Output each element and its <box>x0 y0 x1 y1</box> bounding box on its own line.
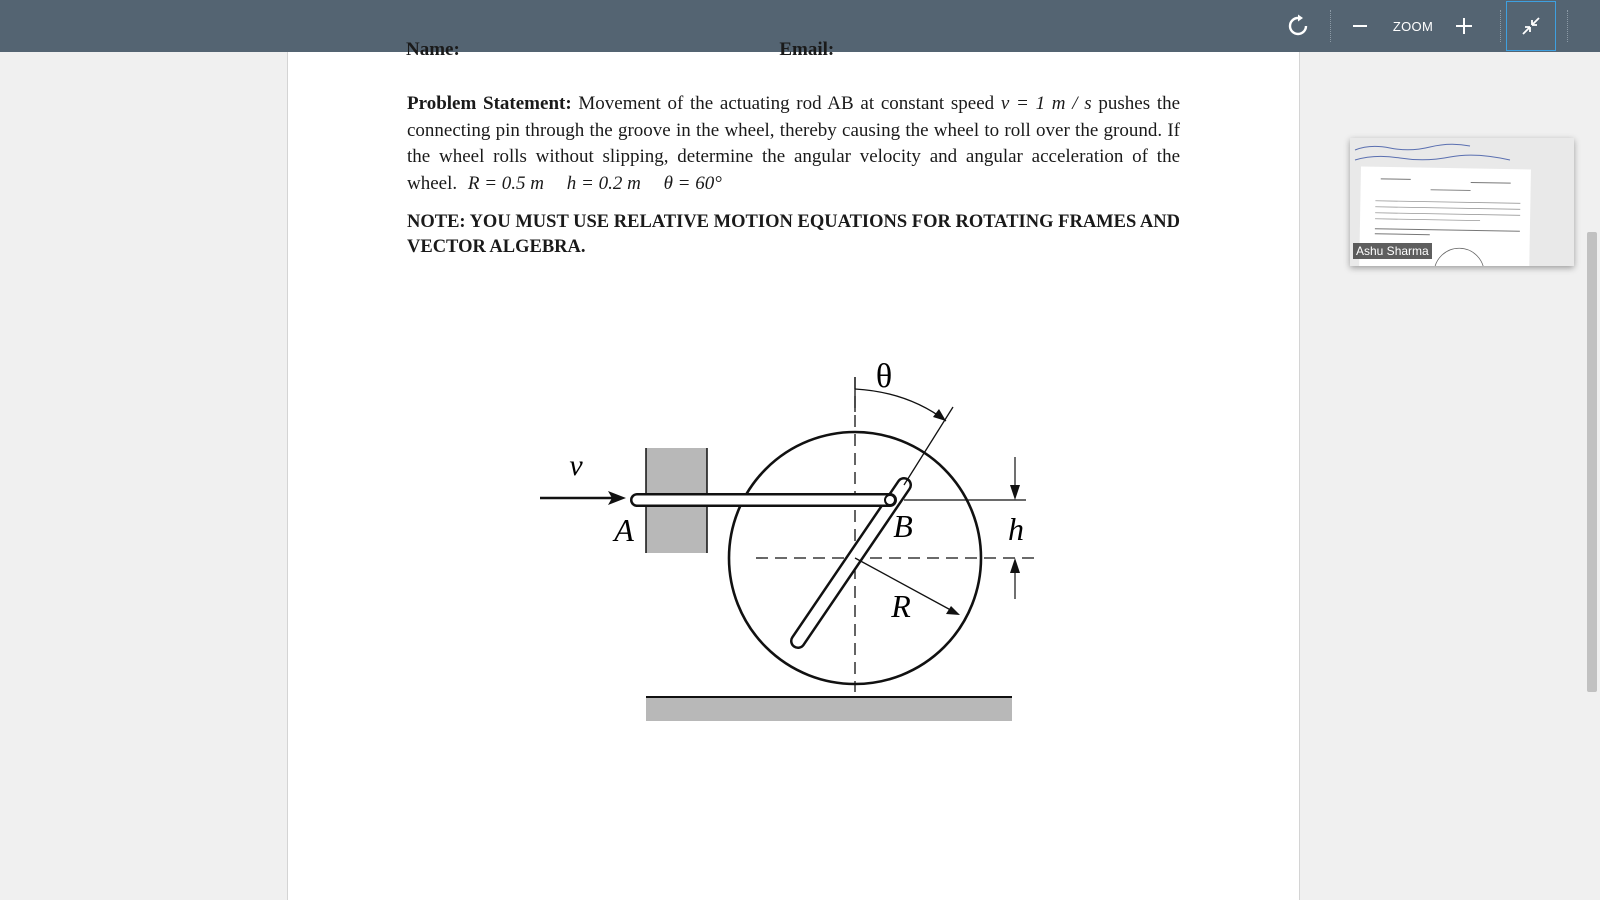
email-label: Email: <box>779 39 835 60</box>
given-theta: θ = 60° <box>663 172 722 194</box>
problem-text-part2: pushes the connecting pin through the groove in the wheel, thereby causing the wheel to roll over the ground. If the wheel rolls without slipping, determine the angular velocity and angular acceleration of the wheel. <box>407 93 1181 194</box>
theta-arc <box>855 389 946 421</box>
ground <box>646 697 1012 721</box>
toolbar-divider <box>1330 10 1331 42</box>
problem-text-part1: Movement of the actuating rod AB at constant speed <box>578 93 995 114</box>
label-v: v <box>569 449 583 482</box>
label-h: h <box>1008 511 1024 547</box>
given-h: h = 0.2 m <box>566 172 641 194</box>
vertical-scrollbar[interactable] <box>1583 52 1600 900</box>
reload-icon <box>1286 14 1310 38</box>
label-A: A <box>614 512 634 548</box>
note-text: NOTE: YOU MUST USE RELATIVE MOTION EQUATIONS FOR ROTATING FRAMES AND VECTOR ALGEBRA. <box>407 212 1180 257</box>
collapse-icon <box>1521 16 1541 36</box>
zoom-label: ZOOM <box>1392 18 1434 34</box>
problem-statement <box>407 91 1180 197</box>
minus-icon <box>1352 18 1368 34</box>
label-R: R <box>891 588 911 624</box>
email-blank <box>839 38 1151 60</box>
given-R: R = 0.5 m <box>467 172 545 194</box>
label-B: B <box>893 508 913 544</box>
mechanism-figure <box>528 297 1048 727</box>
collapse-button[interactable] <box>1506 1 1556 51</box>
speed-expression: v = 1 m / s <box>1000 93 1092 114</box>
document-page <box>287 39 1300 900</box>
radius-arrowhead <box>946 606 960 615</box>
participant-video-tile[interactable] <box>1350 138 1574 266</box>
groove-slot <box>798 485 904 641</box>
label-theta: θ <box>875 358 893 395</box>
pin-B <box>885 495 895 505</box>
problem-heading: Problem Statement: <box>407 93 572 114</box>
participant-name: Ashu Sharma <box>1353 243 1432 259</box>
plus-icon <box>1455 17 1473 35</box>
scroll-thumb[interactable] <box>1587 232 1597 692</box>
name-email-line <box>406 38 1186 60</box>
h-arrowhead-bottom <box>1010 558 1020 573</box>
toolbar-divider <box>1500 10 1501 42</box>
name-label: Name: <box>406 39 460 60</box>
zoom-out-button[interactable] <box>1346 0 1374 52</box>
toolbar-divider <box>1567 10 1568 42</box>
theta-arrowhead <box>933 409 946 421</box>
handwriting-preview <box>1350 138 1574 168</box>
reload-button[interactable] <box>1276 0 1320 52</box>
name-blank <box>465 38 775 60</box>
h-arrowhead-top <box>1010 485 1020 500</box>
zoom-in-button[interactable] <box>1450 0 1478 52</box>
